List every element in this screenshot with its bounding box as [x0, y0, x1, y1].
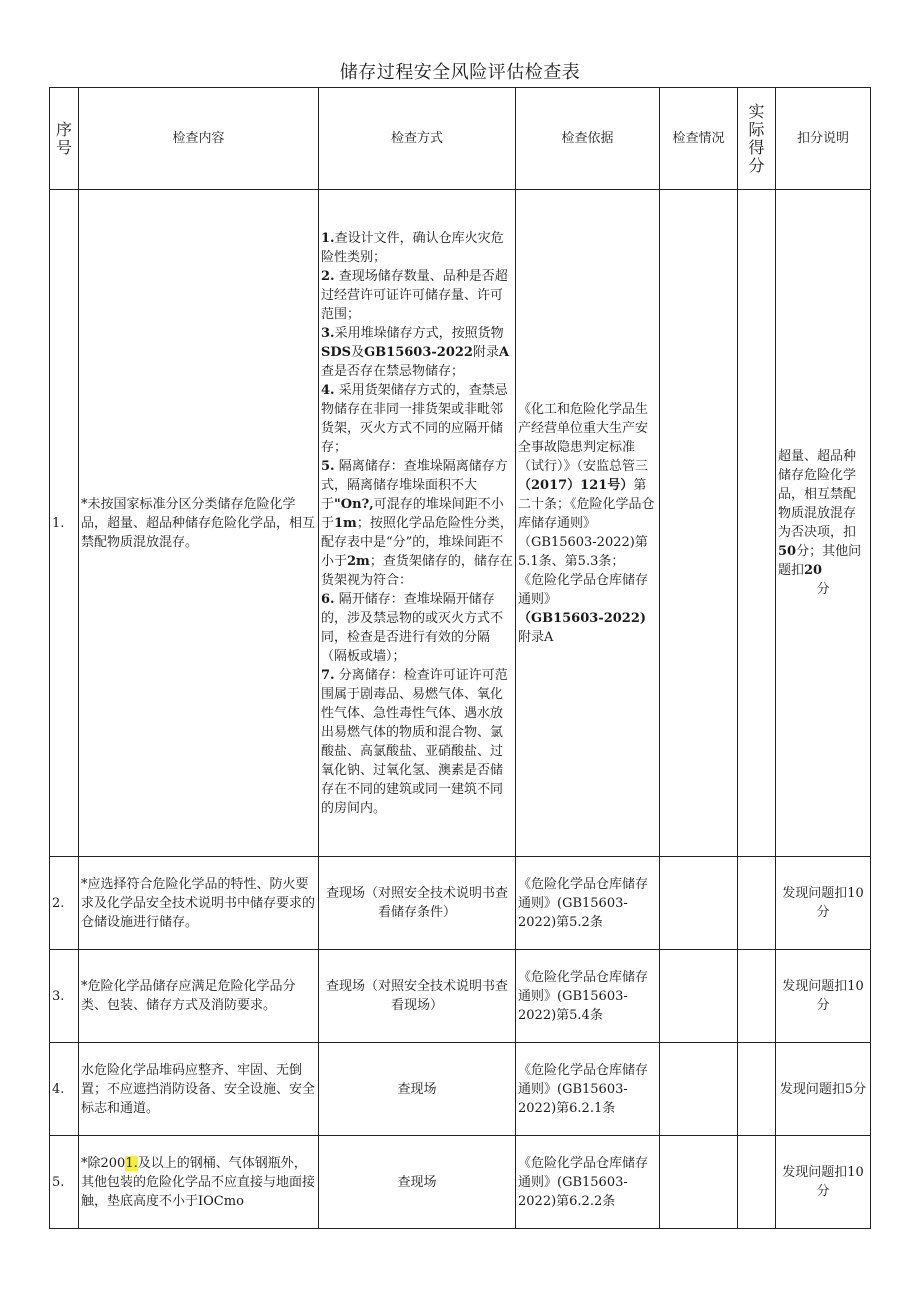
check-content: *危险化学品储存应满足危险化学品分类、包装、储存方式及消防要求。: [79, 950, 319, 1043]
header-content: 检查内容: [79, 88, 319, 190]
method-item: 1.查设计文件，确认仓库火灾危险性类别；: [321, 230, 504, 265]
actual-score: [738, 950, 776, 1043]
check-content: *未按国家标准分区分类储存危险化学品，超量、超品种储存危险化学品，相互禁配物质混放混存。: [79, 190, 319, 857]
method-item: 4. 采用货架储存方式的，查禁忌物储存在非同一排货架或非毗邻货架，灭火方式不同的应隔开储存；: [321, 382, 508, 455]
actual-score: [738, 190, 776, 857]
actual-score: [738, 857, 776, 950]
check-content: *除2001.及以上的钢桶、气体钢瓶外，其他包装的危险化学品不应直接与地面接触，垫底高度不小于IOCmo: [79, 1136, 319, 1229]
check-basis: 《危险化学品仓库储存通则》(GB15603-2022)第5.4条: [516, 950, 660, 1043]
inspection-table: [49, 87, 871, 1229]
header-method: 检查方式: [319, 88, 516, 190]
header-seq: 序号: [50, 88, 79, 190]
check-method: 查现场: [319, 1043, 516, 1136]
check-method: 查现场（对照安全技术说明书查看现场）: [319, 950, 516, 1043]
header-row: [50, 88, 871, 190]
check-method: 查现场: [319, 1136, 516, 1229]
check-basis: 《危险化学品仓库储存通则》(GB15603-2022)第6.2.1条: [516, 1043, 660, 1136]
check-situation: [660, 190, 738, 857]
deduction-note: 发现问题扣10分: [776, 1136, 871, 1229]
row-number: 2.: [50, 857, 79, 950]
deduction-note: 超量、超品种储存危险化学品，相互禁配物质混放混存为否决项，扣50分；其他问题扣20 分: [776, 190, 871, 857]
table-row: [50, 1136, 871, 1229]
highlight-mark: 1.: [125, 1155, 138, 1171]
check-content: *应选择符合危险化学品的特性、防火要求及化学品安全技术说明书中储存要求的仓储设施进行储存。: [79, 857, 319, 950]
table-row: [50, 857, 871, 950]
actual-score: [738, 1136, 776, 1229]
actual-score: [738, 1043, 776, 1136]
check-method: [319, 190, 516, 857]
table-row: [50, 1043, 871, 1136]
check-situation: [660, 950, 738, 1043]
method-item: 7. 分离储存：检查许可证许可范围属于剧毒品、易燃气体、氧化性气体、急性毒性气体、遇水放出易燃气体的物质和混合物、氯酸盐、高氯酸盐、亚硝酸盐、过氧化钠、过氧化氢、澳素是否储存在不同的建筑或同一建筑不同的房间内。: [321, 667, 508, 816]
table-row: [50, 950, 871, 1043]
row-number: 4.: [50, 1043, 79, 1136]
header-score: 实际得分: [738, 88, 776, 190]
row-number: 3.: [50, 950, 79, 1043]
header-deduct: 扣分说明: [776, 88, 871, 190]
method-item: 2. 查现场储存数量、品种是否超过经营许可证许可储存量、许可范围；: [321, 268, 508, 322]
deduction-note: 发现问题扣10分: [776, 857, 871, 950]
row-number: 1.: [50, 190, 79, 857]
page-title: 储存过程安全风险评估检查表: [339, 62, 581, 83]
method-item: 6. 隔开储存：查堆垛隔开储存的，涉及禁忌物的或灭火方式不同，检查是否进行有效的分隔（隔板或墙）；: [321, 591, 504, 664]
deduction-note: 发现问题扣5分: [776, 1043, 871, 1136]
header-basis: 检查依据: [516, 88, 660, 190]
check-basis: 《危险化学品仓库储存通则》(GB15603-2022)第5.2条: [516, 857, 660, 950]
header-situation: 检查情况: [660, 88, 738, 190]
table-row: [50, 190, 871, 857]
method-item: 3.采用堆垛储存方式，按照货物SDS及GB15603-2022附录A查是否存在禁忌物储存；: [321, 325, 510, 379]
check-situation: [660, 1043, 738, 1136]
check-basis: 《危险化学品仓库储存通则》(GB15603-2022)第6.2.2条: [516, 1136, 660, 1229]
deduction-note: 发现问题扣10分: [776, 950, 871, 1043]
method-item: 5. 隔离储存：查堆垛隔离储存方式，隔离储存堆垛面积不大于"On?,可混存的堆垛间距不小于1m；按照化学品危险性分类，配存表中是“分”的，堆垛间距不小于2m；查货架储存的，储存在货架视为符合：: [321, 458, 513, 588]
check-content: 水危险化学品堆码应整齐、牢固、无倒置；不应遮挡消防设备、安全设施、安全标志和通道。: [79, 1043, 319, 1136]
check-situation: [660, 1136, 738, 1229]
check-situation: [660, 857, 738, 950]
check-basis: 《化工和危险化学品生产经营单位重大生产安全事故隐患判定标准（试行）》（安监总管三 （2017）121号）第二十条；《危险化学品仓库储存通则》 （GB15603-2022)第5.1条、第5.3条； 《危险化学品仓库储存通则》 （GB15603-2022)附录A: [516, 190, 660, 857]
row-number: 5.: [50, 1136, 79, 1229]
check-method: 查现场（对照安全技术说明书查看储存条件）: [319, 857, 516, 950]
